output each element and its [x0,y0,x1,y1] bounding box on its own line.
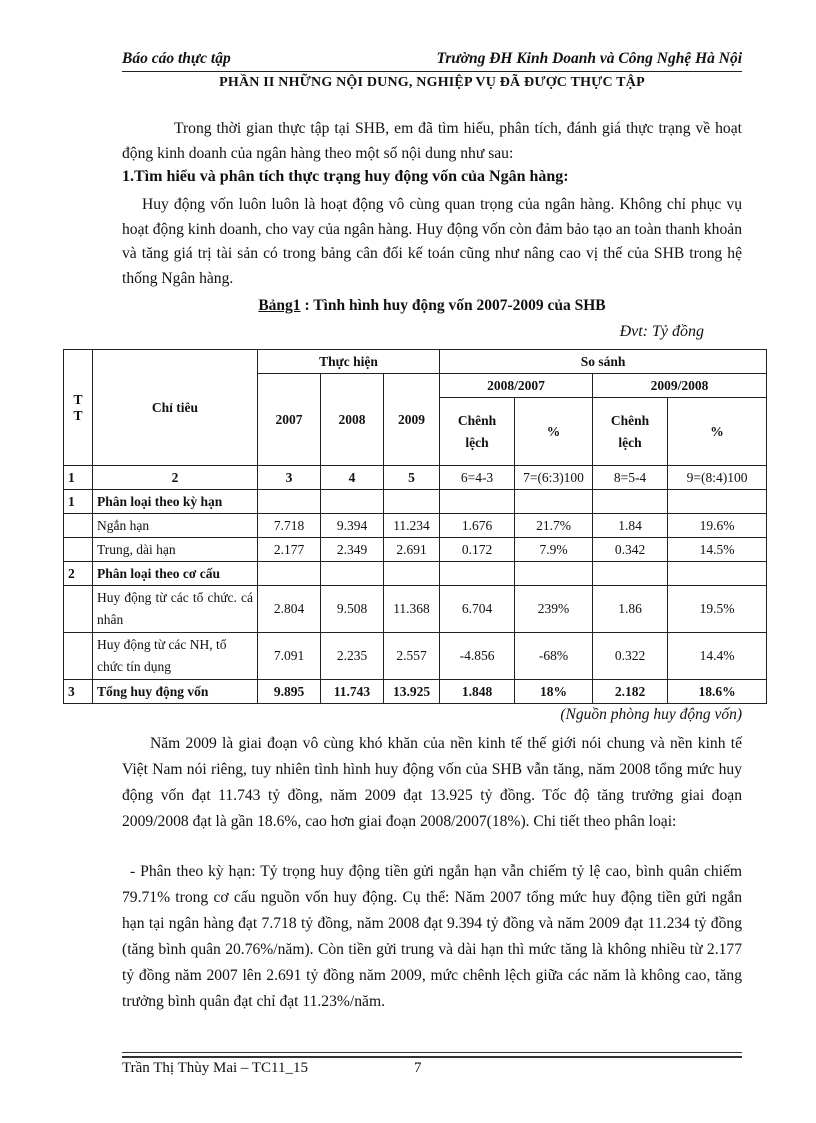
header-chenh-lech-1: Chênh lệch [440,398,515,466]
footer-rule-thick [122,1056,742,1058]
total-row [64,680,767,704]
index-cell: 7=(6:3)100 [515,466,593,490]
header-right: Trường ĐH Kinh Doanh và Công Nghệ Hà Nội [436,50,742,67]
footer-rule [122,1052,742,1053]
index-cell: 6=4-3 [440,466,515,490]
part-title: PHẦN II NHỮNG NỘI DUNG, NGHIỆP VỤ ĐÃ ĐƯỢC THỰC TẬP [219,75,645,90]
cell-pct-1: 7.9% [515,538,593,562]
group-label: Phân loại theo kỳ hạn [93,490,258,514]
header-pct-2: % [668,398,767,466]
table-row [64,586,767,633]
header-year-2007: 2007 [258,374,321,466]
cell-diff-2: 1.86 [593,586,668,633]
header-year-2008: 2008 [321,374,384,466]
row-label: Ngắn hạn [93,514,258,538]
page-header [122,50,742,70]
cell-diff-1: 1.676 [440,514,515,538]
cell-diff-1: -4.856 [440,633,515,680]
cell-pct-2: 14.4% [668,633,767,680]
cell-diff-1: 6.704 [440,586,515,633]
cell-diff-2: 0.322 [593,633,668,680]
capital-mobilization-table [63,349,767,704]
table-caption-text: : Tình hình huy động vốn 2007-2009 của SHB [300,297,606,314]
group-label: Phân loại theo cơ cấu [93,562,258,586]
header-left: Báo cáo thực tập [122,50,231,67]
table-caption-label: Bảng1 [258,297,301,314]
page-footer [122,1060,742,1077]
cell-2009: 11.234 [384,514,440,538]
table-row [64,514,767,538]
cell-2008: 2.235 [321,633,384,680]
index-cell: 9=(8:4)100 [668,466,767,490]
page-number: 7 [414,1060,422,1076]
analysis-paragraph-2: - Phân theo kỳ hạn: Tỷ trọng huy động tiền gửi ngắn hạn vẫn chiếm tỷ lệ cao, bình quân chiếm 79.71% trong cơ cấu nguồn vốn huy động. Cụ thể: Năm 2007 tổng mức huy động tiền gửi ngắn hạn tại ngân hàng đạt 7.718 tỷ đồng, năm 2008 đạt 9.394 tỷ đồng và năm 2009 đạt 11.234 tỷ đồng (tăng bình quân 20.76%/năm). Còn tiền gửi trung và dài hạn thì mức tăng là không nhiều từ 2.177 tỷ đồng năm 2007 lên 2.691 tỷ đồng năm 2009, mức chênh lệch giữa các năm là không cao, tăng trưởng bình quân đạt chỉ đạt 11.23%/năm. [122,863,742,1010]
cell-2008: 2.349 [321,538,384,562]
cell-diff-2: 1.84 [593,514,668,538]
header-rule [122,71,742,72]
index-cell: 4 [321,466,384,490]
row-label: Huy động từ các NH, tổ chức tín dụng [93,633,258,680]
group-row [64,562,767,586]
cell-2007: 2.177 [258,538,321,562]
total-tt: 3 [64,680,93,704]
table-row [64,538,767,562]
header-thuc-hien: Thực hiện [258,350,440,374]
cell-pct-2: 19.5% [668,586,767,633]
cell-2008: 9.508 [321,586,384,633]
total-diff-1: 1.848 [440,680,515,704]
cell-2007: 2.804 [258,586,321,633]
group-tt: 1 [64,490,93,514]
total-diff-2: 2.182 [593,680,668,704]
cell-2007: 7.718 [258,514,321,538]
cell-2009: 11.368 [384,586,440,633]
table-caption [122,297,742,315]
header-chenh-lech-2: Chênh lệch [593,398,668,466]
row-label: Trung, dài hạn [93,538,258,562]
footer-author: Trần Thị Thùy Mai – TC11_15 [122,1060,308,1076]
total-2009: 13.925 [384,680,440,704]
header-period-2009-2008: 2009/2008 [593,374,767,398]
cell-pct-1: 239% [515,586,593,633]
index-cell: 5 [384,466,440,490]
cell-pct-2: 19.6% [668,514,767,538]
header-so-sanh: So sánh [440,350,767,374]
group-tt: 2 [64,562,93,586]
cell-2007: 7.091 [258,633,321,680]
cell-2009: 2.557 [384,633,440,680]
analysis-paragraph-1: Năm 2009 là giai đoạn vô cùng khó khăn của nền kinh tế thế giới nói chung và nền kinh tế Việt Nam nói riêng, tuy nhiên tình hình huy động vốn của SHB vẫn tăng, năm 2008 tổng mức huy động vốn đạt 11.743 tỷ đồng, năm 2009 đạt 13.925 tỷ đồng. Tốc độ tăng trưởng giai đoạn 2009/2008 đạt là gần 18.6%, cao hơn giai đoạn 2008/2007(18%). Chi tiết theo phân loại: [122,735,742,830]
cell-diff-1: 0.172 [440,538,515,562]
index-cell: 3 [258,466,321,490]
header-pct-1: % [515,398,593,466]
table-row [64,633,767,680]
index-row [64,466,767,490]
cell-diff-2: 0.342 [593,538,668,562]
cell-pct-1: -68% [515,633,593,680]
total-2008: 11.743 [321,680,384,704]
cell-pct-1: 21.7% [515,514,593,538]
section-heading: 1.Tìm hiểu và phân tích thực trạng huy động vốn của Ngân hàng: [122,168,569,185]
section-paragraph: Huy động vốn luôn luôn là hoạt động vô cùng quan trọng của ngân hàng. Không chỉ phục vụ hoạt động kinh doanh, cho vay của ngân hàng. Huy động vốn còn đảm bảo tạo an toàn thanh khoản và tăng giá trị tài sản có trong bảng cân đối kế toán cũng như nâng cao vị thế của SHB trong hệ thống Ngân hàng. [122,196,742,287]
total-pct-2: 18.6% [668,680,767,704]
total-pct-1: 18% [515,680,593,704]
index-cell: 2 [93,466,258,490]
total-label: Tổng huy động vốn [93,680,258,704]
cell-2008: 9.394 [321,514,384,538]
index-cell: 1 [64,466,93,490]
header-period-2008-2007: 2008/2007 [440,374,593,398]
table-source: (Nguồn phòng huy động vốn) [560,706,742,723]
row-label: Huy động từ các tổ chức. cá nhân [93,586,258,633]
table-unit: Đvt: Tỷ đồng [619,323,704,340]
header-year-2009: 2009 [384,374,440,466]
header-tt: T T [64,350,93,466]
total-2007: 9.895 [258,680,321,704]
index-cell: 8=5-4 [593,466,668,490]
group-row [64,490,767,514]
cell-pct-2: 14.5% [668,538,767,562]
header-chi-tieu: Chỉ tiêu [93,350,258,466]
cell-2009: 2.691 [384,538,440,562]
intro-paragraph: Trong thời gian thực tập tại SHB, em đã tìm hiểu, phân tích, đánh giá thực trạng về hoạt động kinh doanh của ngân hàng theo một số nội dung như sau: [122,120,742,162]
